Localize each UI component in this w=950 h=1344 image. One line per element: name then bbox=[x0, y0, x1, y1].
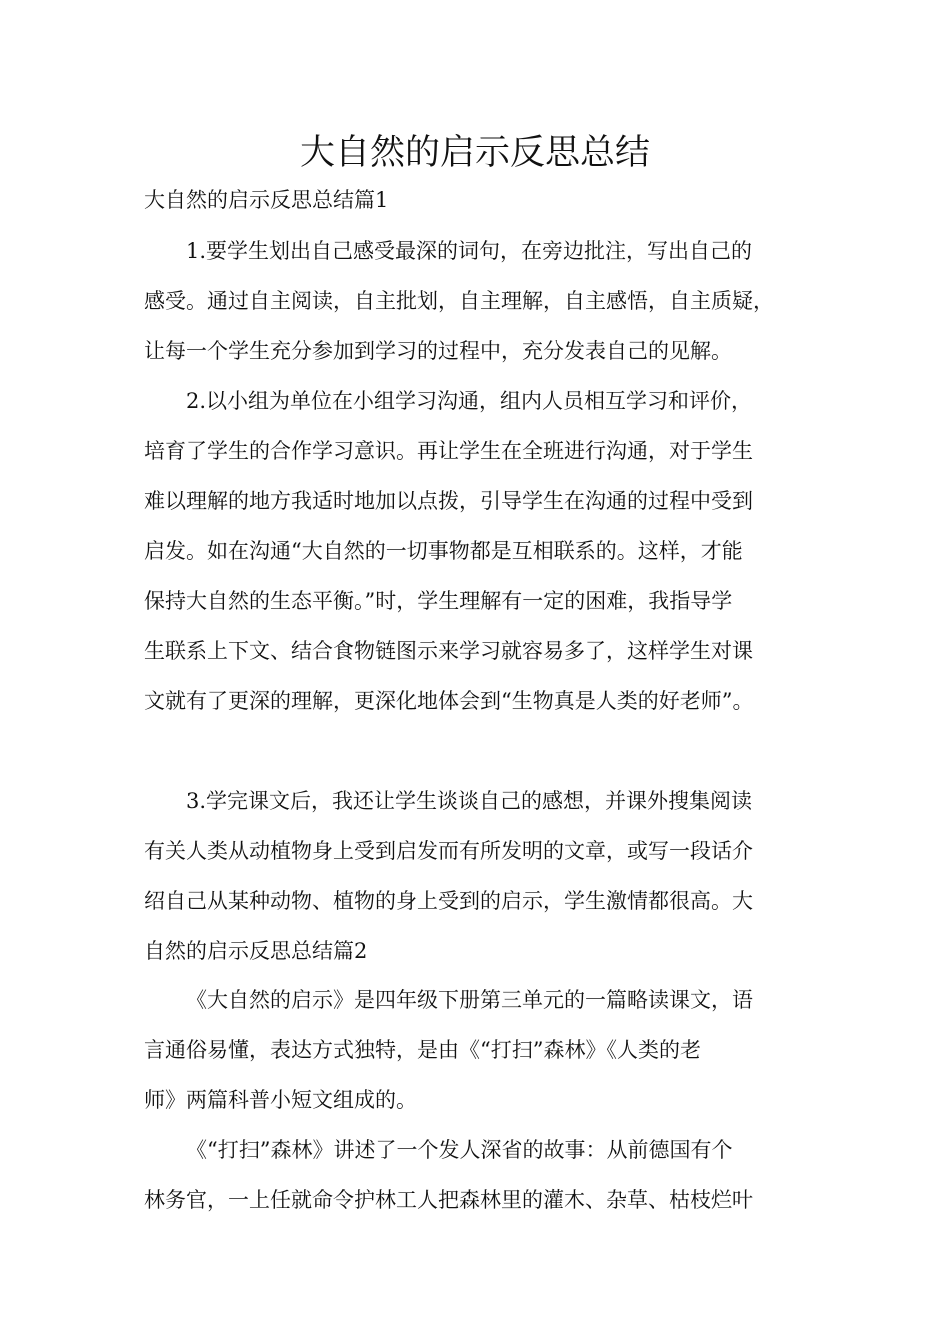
paragraph-line: 3.学完课文后，我还让学生谈谈自己的感想，并课外搜集阅读 bbox=[186, 789, 753, 813]
paragraph-line: 感受。通过自主阅读，自主批划，自主理解，自主感悟，自主质疑， bbox=[144, 289, 774, 313]
paragraph-line: 林务官，一上任就命令护林工人把森林里的灌木、杂草、枯枝烂叶 bbox=[144, 1188, 753, 1212]
paragraph-line: 《“打扫”森林》讲述了一个发人深省的故事：从前德国有个 bbox=[186, 1138, 733, 1162]
paragraph-line: 《大自然的启示》是四年级下册第三单元的一篇略读课文，语 bbox=[186, 988, 753, 1012]
paragraph-line: 言通俗易懂，表达方式独特，是由《“打扫”森林》《人类的老 bbox=[144, 1038, 701, 1062]
paragraph-line: 培育了学生的合作学习意识。再让学生在全班进行沟通，对于学生 bbox=[144, 439, 753, 463]
paragraph-line: 保持大自然的生态平衡。”时，学生理解有一定的困难，我指导学 bbox=[144, 589, 733, 613]
document-title: 大自然的启示反思总结 bbox=[299, 133, 650, 173]
paragraph-line: 有关人类从动植物身上受到启发而有所发明的文章，或写一段话介 bbox=[144, 839, 753, 863]
section-heading: 大自然的启示反思总结篇1 bbox=[144, 188, 389, 212]
paragraph-line: 启发。如在沟通“大自然的一切事物都是互相联系的。这样，才能 bbox=[144, 539, 743, 563]
paragraph-line: 难以理解的地方我适时地加以点拨，引导学生在沟通的过程中受到 bbox=[144, 489, 753, 513]
paragraph-line: 文就有了更深的理解，更深化地体会到“生物真是人类的好老师”。 bbox=[144, 689, 754, 713]
paragraph-line: 生联系上下文、结合食物链图示来学习就容易多了，这样学生对课 bbox=[144, 639, 753, 663]
paragraph-line: 2.以小组为单位在小组学习沟通，组内人员相互学习和评价， bbox=[186, 389, 753, 413]
paragraph-line: 绍自己从某种动物、植物的身上受到的启示，学生激情都很高。大 bbox=[144, 889, 753, 913]
section-heading: 自然的启示反思总结篇2 bbox=[144, 939, 368, 963]
paragraph-line: 让每一个学生充分参加到学习的过程中，充分发表自己的见解。 bbox=[144, 339, 732, 363]
paragraph-line: 1.要学生划出自己感受最深的词句，在旁边批注，写出自己的 bbox=[186, 239, 753, 263]
paragraph-line: 师》两篇科普小短文组成的。 bbox=[144, 1088, 417, 1112]
